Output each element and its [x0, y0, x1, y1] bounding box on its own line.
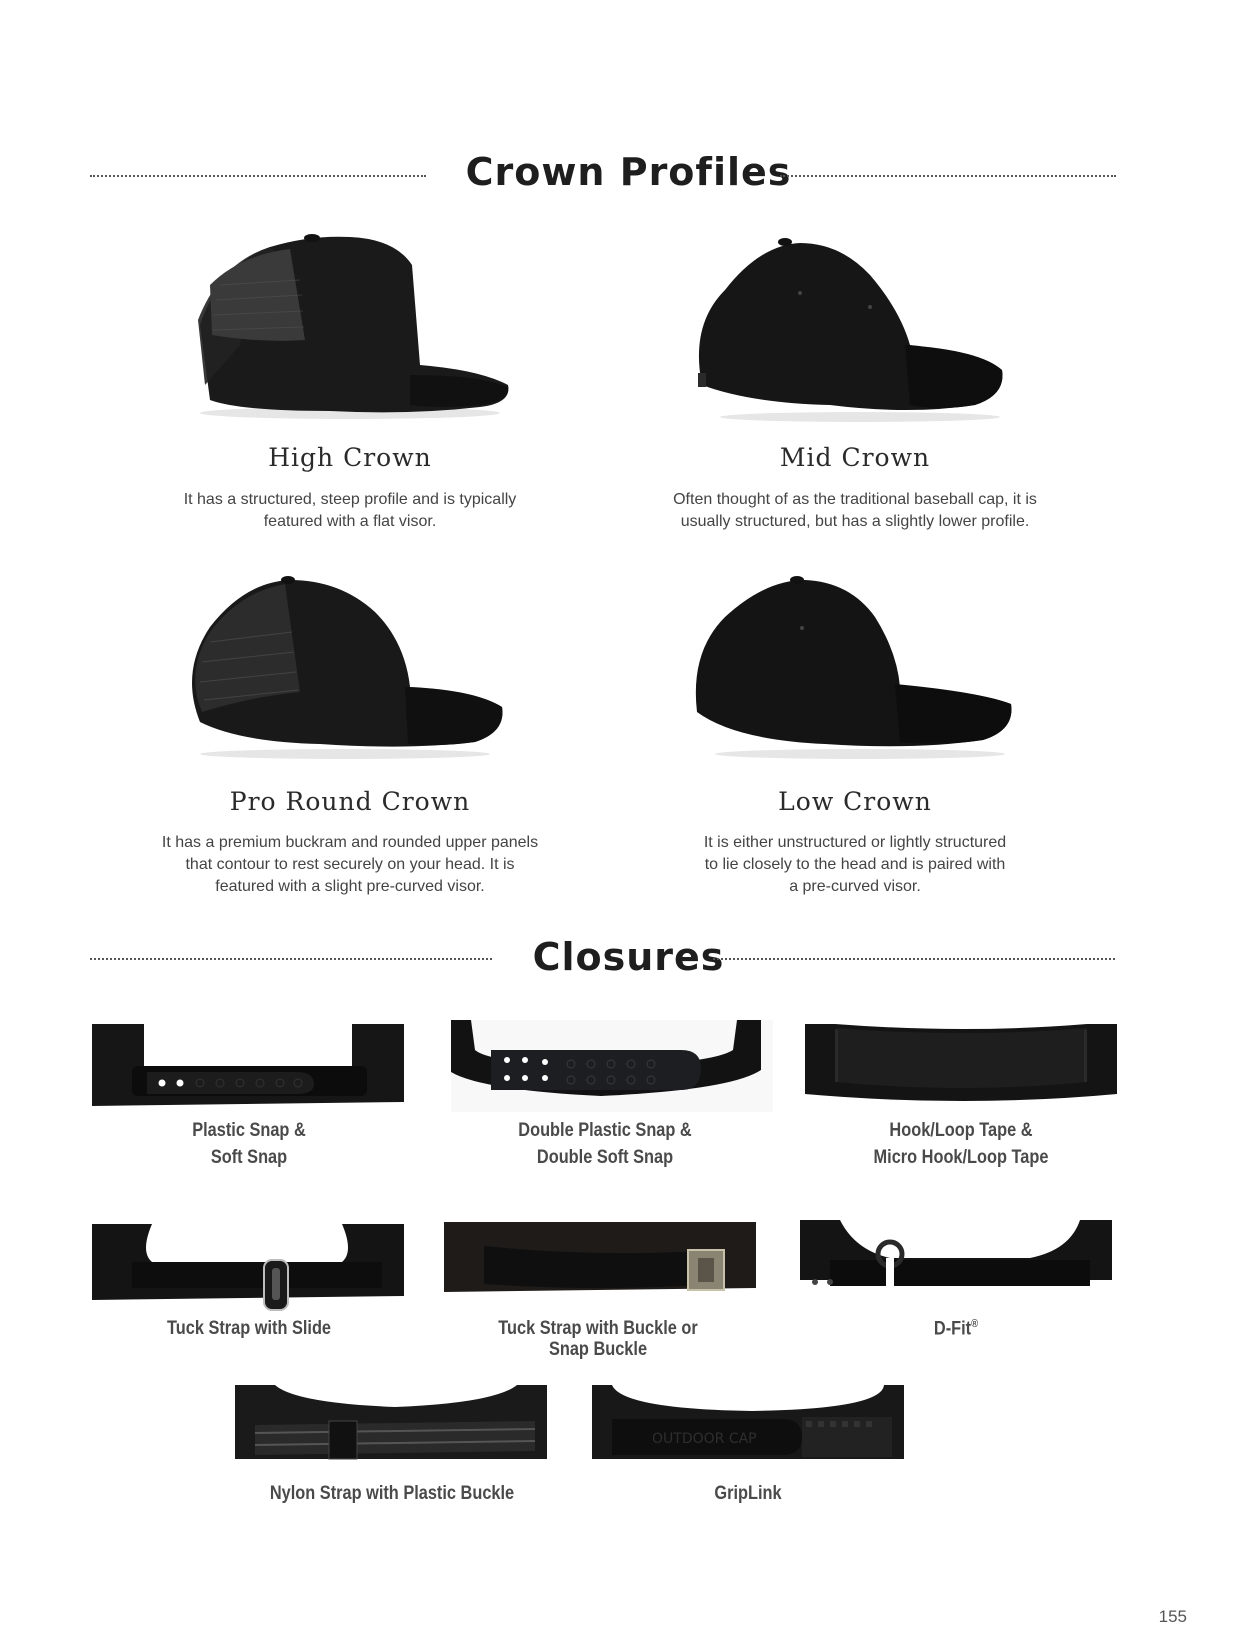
nylon-strap-buckle-image [235, 1385, 557, 1477]
mid-crown-description: Often thought of as the traditional baseball cap, it is usually structured, but has a slightly lower profile. [673, 491, 1037, 530]
double-plastic-snap-image [451, 1020, 773, 1112]
closure-label: Hook/Loop Tape & Micro Hook/Loop Tape [873, 1120, 1049, 1168]
closure-label: Double Plastic Snap & Double Soft Snap [518, 1120, 692, 1168]
crown-profiles-title: Crown Profiles [465, 150, 792, 194]
tuck-strap-slide-image [92, 1222, 414, 1314]
closures-title: Closures [532, 935, 725, 979]
mid-crown-cap-image [690, 235, 1010, 425]
d-fit-image [800, 1220, 1122, 1312]
closure-label: Nylon Strap with Plastic Buckle [269, 1483, 515, 1504]
pro-round-crown-description: It has a premium buckram and rounded upper panels that contour to rest securely on your head. It is featured with a slight pre-curved visor. [161, 834, 539, 895]
low-crown-description: It is either unstructured or lightly structured to lie closely to the head and is paired with a pre-curved visor. [703, 834, 1007, 895]
hook-loop-tape-image [805, 1020, 1127, 1112]
divider-right [780, 175, 1116, 177]
low-crown-name: Low Crown [778, 787, 932, 816]
registered-mark: ® [971, 1318, 979, 1330]
high-crown-description: It has a structured, steep profile and is typically featured with a flat visor. [183, 491, 517, 530]
plastic-snap-image [92, 1020, 414, 1112]
closure-label: D-Fit® [933, 1318, 979, 1340]
closure-label: Tuck Strap with Slide [166, 1318, 332, 1339]
pro-round-crown-name: Pro Round Crown [229, 787, 471, 816]
mid-crown-name: Mid Crown [779, 443, 931, 472]
tuck-strap-buckle-image [444, 1222, 766, 1314]
closure-label: Tuck Strap with Buckle or Snap Buckle [498, 1318, 698, 1360]
low-crown-cap-image [685, 572, 1020, 762]
high-crown-name: High Crown [268, 443, 432, 472]
high-crown-cap-image [180, 225, 520, 425]
griplink-image [592, 1385, 914, 1477]
closure-label: Plastic Snap & Soft Snap [192, 1120, 306, 1168]
outdoor-cap-logo-text: OUTDOOR CAP [652, 1431, 757, 1447]
pro-round-crown-cap-image [180, 572, 510, 762]
page-number: 155 [1158, 1607, 1187, 1626]
closure-label: GripLink [714, 1483, 782, 1504]
divider-right [713, 958, 1115, 960]
